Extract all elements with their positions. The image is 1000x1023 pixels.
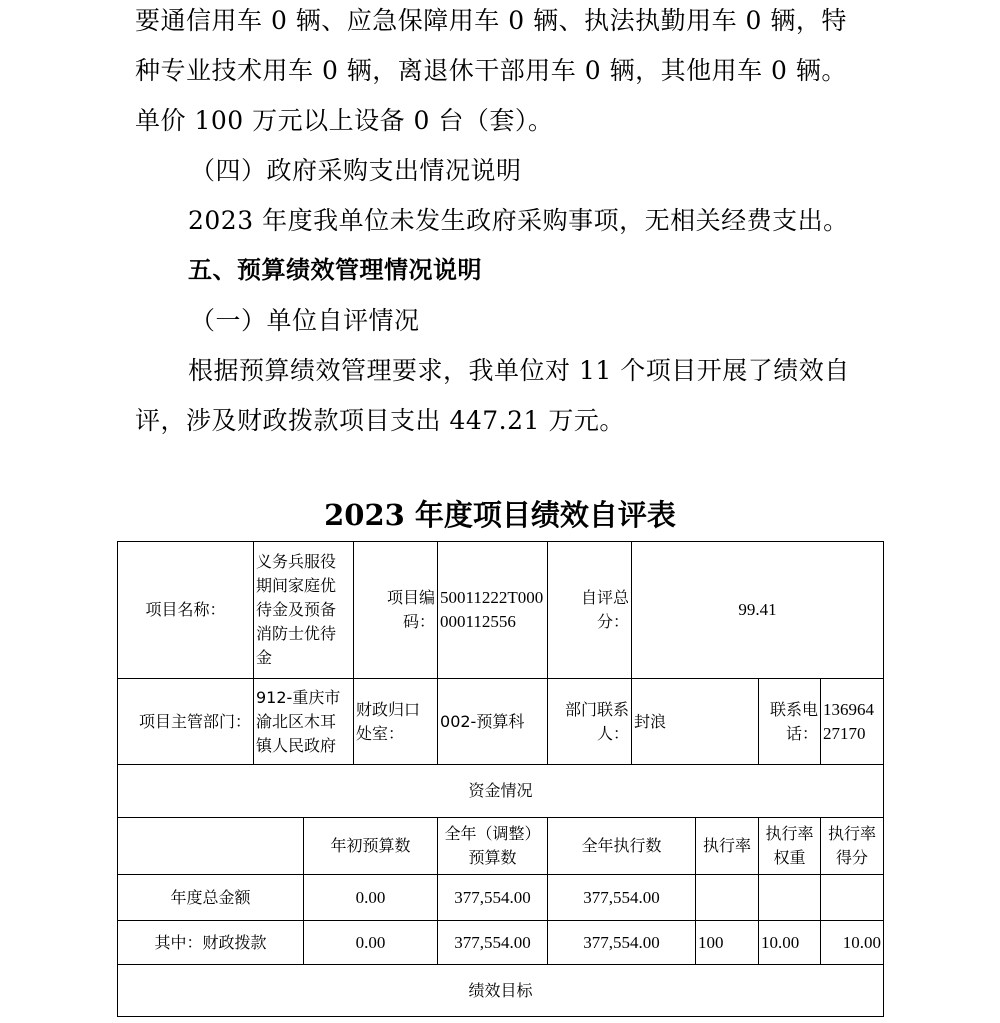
self-score-label: 自评总分：: [548, 542, 632, 679]
finance-office-label: 财政归口处室：: [354, 679, 438, 765]
dept-value: 912-重庆市渝北区木耳镇人民政府: [254, 679, 354, 765]
table-row: [118, 818, 884, 875]
project-code-value: 50011222T000000112556: [438, 542, 548, 679]
table-row: [118, 965, 884, 1017]
paragraph-line: 种专业技术用车 0 辆，离退休干部用车 0 辆，其他用车 0 辆。: [135, 56, 847, 85]
performance-evaluation-table: [117, 541, 884, 1017]
row-label: 年度总金额: [118, 875, 304, 921]
section-heading: 五、预算绩效管理情况说明: [188, 256, 482, 284]
header-rate-weight: 执行率权重: [759, 818, 821, 875]
table-row: [118, 542, 884, 679]
cell-executed: 377,554.00: [548, 921, 696, 965]
cell-weight: 10.00: [759, 921, 821, 965]
goals-section-header: 绩效目标: [118, 965, 884, 1017]
cell-adjusted: 377,554.00: [438, 921, 548, 965]
paragraph-line: 要通信用车 0 辆、应急保障用车 0 辆、执法执勤用车 0 辆，特: [135, 6, 847, 35]
table-title: 2023 年度项目绩效自评表: [324, 498, 676, 532]
table-row: [118, 765, 884, 818]
project-name-value: 义务兵服役期间家庭优待金及预备消防士优待金: [254, 542, 354, 679]
cell-executed: 377,554.00: [548, 875, 696, 921]
paragraph-line: 2023 年度我单位未发生政府采购事项，无相关经费支出。: [188, 206, 849, 235]
contact-value: 封浪: [632, 679, 759, 765]
project-code-label: 项目编码：: [354, 542, 438, 679]
cell-rate: 100: [696, 921, 759, 965]
funds-section-header: 资金情况: [118, 765, 884, 818]
cell-weight: [759, 875, 821, 921]
header-rate-score: 执行率得分: [821, 818, 884, 875]
header-executed: 全年执行数: [548, 818, 696, 875]
header-adjusted-budget: 全年（调整）预算数: [438, 818, 548, 875]
table-row: [118, 875, 884, 921]
contact-label: 部门联系人：: [548, 679, 632, 765]
phone-value: 13696427170: [821, 679, 884, 765]
cell-score: [821, 875, 884, 921]
section-subheading: （四）政府采购支出情况说明: [190, 156, 522, 185]
empty-cell: [118, 818, 304, 875]
row-label: 其中：财政拨款: [118, 921, 304, 965]
dept-label: 项目主管部门：: [118, 679, 254, 765]
project-name-label: 项目名称：: [118, 542, 254, 679]
section-subheading: （一）单位自评情况: [190, 306, 420, 335]
cell-adjusted: 377,554.00: [438, 875, 548, 921]
header-initial-budget: 年初预算数: [304, 818, 438, 875]
phone-label: 联系电话：: [759, 679, 821, 765]
header-rate: 执行率: [696, 818, 759, 875]
paragraph-line: 单价 100 万元以上设备 0 台（套）。: [135, 106, 554, 135]
self-score-value: 99.41: [632, 542, 884, 679]
cell-rate: [696, 875, 759, 921]
table-row: [118, 921, 884, 965]
cell-initial: 0.00: [304, 921, 438, 965]
paragraph-line: 评，涉及财政拨款项目支出 447.21 万元。: [135, 406, 625, 435]
paragraph-line: 根据预算绩效管理要求，我单位对 11 个项目开展了绩效自: [188, 356, 850, 385]
cell-initial: 0.00: [304, 875, 438, 921]
finance-office-value: 002-预算科: [438, 679, 548, 765]
cell-score: 10.00: [821, 921, 884, 965]
table-row: [118, 679, 884, 765]
